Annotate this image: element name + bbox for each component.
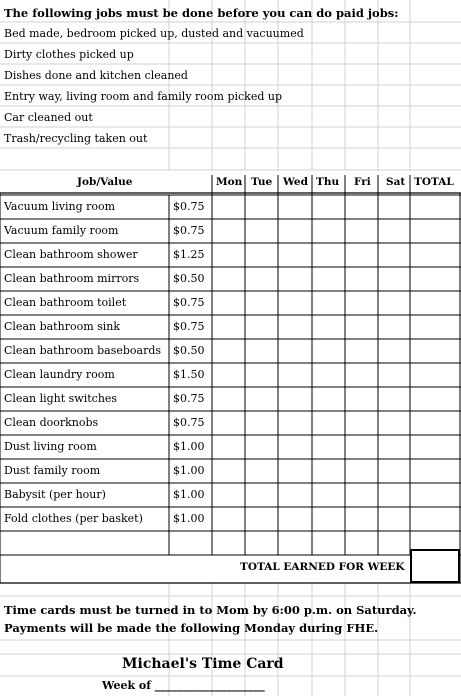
day-check-cell[interactable] bbox=[379, 483, 409, 505]
day-check-cell[interactable] bbox=[246, 339, 277, 361]
day-check-cell[interactable] bbox=[313, 363, 344, 385]
day-check-cell[interactable] bbox=[279, 315, 311, 337]
day-check-cell[interactable] bbox=[379, 291, 409, 313]
day-check-cell[interactable] bbox=[213, 387, 244, 409]
job-value: $0.75 bbox=[173, 296, 205, 309]
job-name: Clean bathroom sink bbox=[4, 320, 121, 333]
day-check-cell[interactable] bbox=[213, 339, 244, 361]
day-header: Fri bbox=[354, 176, 371, 188]
day-check-cell[interactable] bbox=[313, 243, 344, 265]
day-check-cell[interactable] bbox=[313, 267, 344, 289]
day-check-cell[interactable] bbox=[213, 507, 244, 529]
day-check-cell[interactable] bbox=[213, 195, 244, 217]
job-value: $0.75 bbox=[173, 320, 205, 333]
day-check-cell[interactable] bbox=[346, 411, 377, 433]
day-header: Mon bbox=[216, 176, 243, 188]
day-check-cell[interactable] bbox=[246, 483, 277, 505]
prereq-item: Dirty clothes picked up bbox=[4, 48, 134, 61]
job-name: Vacuum family room bbox=[4, 224, 119, 237]
day-check-cell[interactable] bbox=[279, 267, 311, 289]
day-check-cell[interactable] bbox=[246, 243, 277, 265]
job-name: Clean bathroom baseboards bbox=[4, 344, 162, 357]
row-total-cell[interactable] bbox=[411, 459, 459, 481]
prereq-heading: The following jobs must be done before you can do paid jobs: bbox=[4, 6, 399, 20]
day-check-cell[interactable] bbox=[279, 435, 311, 457]
day-check-cell[interactable] bbox=[279, 411, 311, 433]
job-name: Clean laundry room bbox=[4, 368, 115, 381]
job-name: Clean bathroom mirrors bbox=[4, 272, 140, 285]
day-check-cell[interactable] bbox=[213, 411, 244, 433]
day-check-cell[interactable] bbox=[346, 459, 377, 481]
day-check-cell[interactable] bbox=[379, 267, 409, 289]
day-check-cell[interactable] bbox=[346, 387, 377, 409]
day-header: Wed bbox=[283, 176, 308, 188]
row-total-cell[interactable] bbox=[411, 219, 459, 241]
total-earned-label: TOTAL EARNED FOR WEEK bbox=[240, 561, 405, 573]
job-value: $0.50 bbox=[173, 272, 205, 285]
day-check-cell[interactable] bbox=[279, 483, 311, 505]
job-value: $1.25 bbox=[173, 248, 205, 261]
day-check-cell[interactable] bbox=[313, 339, 344, 361]
day-check-cell[interactable] bbox=[279, 243, 311, 265]
day-check-cell[interactable] bbox=[346, 435, 377, 457]
job-value: $1.50 bbox=[173, 368, 205, 381]
day-check-cell[interactable] bbox=[213, 435, 244, 457]
day-header: Thu bbox=[316, 176, 340, 188]
day-check-cell[interactable] bbox=[346, 219, 377, 241]
row-total-cell[interactable] bbox=[411, 363, 459, 385]
total-earned-box[interactable] bbox=[410, 549, 460, 583]
day-check-cell[interactable] bbox=[213, 315, 244, 337]
day-check-cell[interactable] bbox=[313, 507, 344, 529]
row-total-cell[interactable] bbox=[411, 435, 459, 457]
day-check-cell[interactable] bbox=[379, 243, 409, 265]
day-check-cell[interactable] bbox=[213, 219, 244, 241]
day-check-cell[interactable] bbox=[246, 459, 277, 481]
day-check-cell[interactable] bbox=[313, 483, 344, 505]
job-name: Vacuum living room bbox=[4, 200, 116, 213]
row-total-cell[interactable] bbox=[411, 507, 459, 529]
row-total-cell[interactable] bbox=[411, 315, 459, 337]
day-check-cell[interactable] bbox=[379, 339, 409, 361]
prereq-item: Trash/recycling taken out bbox=[4, 132, 148, 145]
day-check-cell[interactable] bbox=[313, 315, 344, 337]
job-name: Clean bathroom shower bbox=[4, 248, 138, 261]
job-name: Clean bathroom toilet bbox=[4, 296, 127, 309]
day-check-cell[interactable] bbox=[246, 507, 277, 529]
day-check-cell[interactable] bbox=[346, 243, 377, 265]
row-total-cell[interactable] bbox=[411, 243, 459, 265]
day-check-cell[interactable] bbox=[279, 291, 311, 313]
job-name: Clean doorknobs bbox=[4, 416, 99, 429]
day-check-cell[interactable] bbox=[346, 483, 377, 505]
day-check-cell[interactable] bbox=[346, 507, 377, 529]
day-check-cell[interactable] bbox=[246, 411, 277, 433]
row-total-cell[interactable] bbox=[411, 339, 459, 361]
day-check-cell[interactable] bbox=[346, 315, 377, 337]
day-check-cell[interactable] bbox=[313, 291, 344, 313]
day-check-cell[interactable] bbox=[246, 387, 277, 409]
job-value: $0.75 bbox=[173, 392, 205, 405]
day-check-cell[interactable] bbox=[379, 411, 409, 433]
day-check-cell[interactable] bbox=[246, 315, 277, 337]
day-check-cell[interactable] bbox=[313, 411, 344, 433]
job-name: Dust family room bbox=[4, 464, 101, 477]
job-value: $1.00 bbox=[173, 488, 205, 501]
day-check-cell[interactable] bbox=[346, 267, 377, 289]
day-check-cell[interactable] bbox=[346, 363, 377, 385]
prereq-item: Entry way, living room and family room picked up bbox=[4, 90, 283, 103]
job-name: Babysit (per hour) bbox=[4, 488, 106, 501]
turn-in-note: Time cards must be turned in to Mom by 6:00 p.m. on Saturday. bbox=[4, 603, 417, 617]
day-check-cell[interactable] bbox=[346, 339, 377, 361]
day-check-cell[interactable] bbox=[246, 219, 277, 241]
day-check-cell[interactable] bbox=[279, 363, 311, 385]
job-value: $0.75 bbox=[173, 200, 205, 213]
job-value-header: Job/Value bbox=[77, 176, 133, 188]
job-value: $1.00 bbox=[173, 440, 205, 453]
day-check-cell[interactable] bbox=[246, 195, 277, 217]
day-check-cell[interactable] bbox=[379, 195, 409, 217]
day-header: Sat bbox=[386, 176, 406, 188]
day-check-cell[interactable] bbox=[213, 291, 244, 313]
day-check-cell[interactable] bbox=[313, 459, 344, 481]
day-check-cell[interactable] bbox=[213, 243, 244, 265]
day-check-cell[interactable] bbox=[379, 315, 409, 337]
day-check-cell[interactable] bbox=[279, 219, 311, 241]
day-check-cell[interactable] bbox=[246, 363, 277, 385]
day-check-cell[interactable] bbox=[313, 435, 344, 457]
row-total-cell[interactable] bbox=[411, 195, 459, 217]
day-check-cell[interactable] bbox=[279, 459, 311, 481]
day-check-cell[interactable] bbox=[213, 267, 244, 289]
prereq-item: Dishes done and kitchen cleaned bbox=[4, 69, 188, 82]
row-total-cell[interactable] bbox=[411, 411, 459, 433]
day-check-cell[interactable] bbox=[279, 387, 311, 409]
day-check-cell[interactable] bbox=[313, 219, 344, 241]
job-value: $1.00 bbox=[173, 512, 205, 525]
day-check-cell[interactable] bbox=[279, 195, 311, 217]
row-total-cell[interactable] bbox=[411, 387, 459, 409]
row-total-cell[interactable] bbox=[411, 483, 459, 505]
day-check-cell[interactable] bbox=[379, 435, 409, 457]
week-of-field[interactable]: Week of ____________________ bbox=[102, 679, 265, 692]
job-value: $1.00 bbox=[173, 464, 205, 477]
payment-note: Payments will be made the following Monday during FHE. bbox=[4, 621, 379, 635]
day-check-cell[interactable] bbox=[213, 459, 244, 481]
day-check-cell[interactable] bbox=[379, 363, 409, 385]
day-check-cell[interactable] bbox=[346, 291, 377, 313]
day-check-cell[interactable] bbox=[279, 507, 311, 529]
day-check-cell[interactable] bbox=[246, 435, 277, 457]
day-header: Tue bbox=[251, 176, 273, 188]
job-value: $0.75 bbox=[173, 224, 205, 237]
prereq-item: Bed made, bedroom picked up, dusted and vacuumed bbox=[4, 27, 304, 40]
card-title: Michael's Time Card bbox=[122, 656, 284, 672]
day-check-cell[interactable] bbox=[379, 219, 409, 241]
day-check-cell[interactable] bbox=[279, 339, 311, 361]
day-check-cell[interactable] bbox=[246, 267, 277, 289]
job-name: Dust living room bbox=[4, 440, 97, 453]
job-value: $0.75 bbox=[173, 416, 205, 429]
day-check-cell[interactable] bbox=[379, 507, 409, 529]
row-total-cell[interactable] bbox=[411, 291, 459, 313]
day-check-cell[interactable] bbox=[379, 387, 409, 409]
day-check-cell[interactable] bbox=[213, 363, 244, 385]
prereq-item: Car cleaned out bbox=[4, 111, 93, 124]
day-check-cell[interactable] bbox=[313, 195, 344, 217]
row-total-cell[interactable] bbox=[411, 267, 459, 289]
day-check-cell[interactable] bbox=[246, 291, 277, 313]
day-check-cell[interactable] bbox=[313, 387, 344, 409]
day-check-cell[interactable] bbox=[213, 483, 244, 505]
job-name: Clean light switches bbox=[4, 392, 118, 405]
day-check-cell[interactable] bbox=[379, 459, 409, 481]
day-header: TOTAL bbox=[414, 176, 454, 188]
day-check-cell[interactable] bbox=[346, 195, 377, 217]
job-value: $0.50 bbox=[173, 344, 205, 357]
job-name: Fold clothes (per basket) bbox=[4, 512, 143, 525]
